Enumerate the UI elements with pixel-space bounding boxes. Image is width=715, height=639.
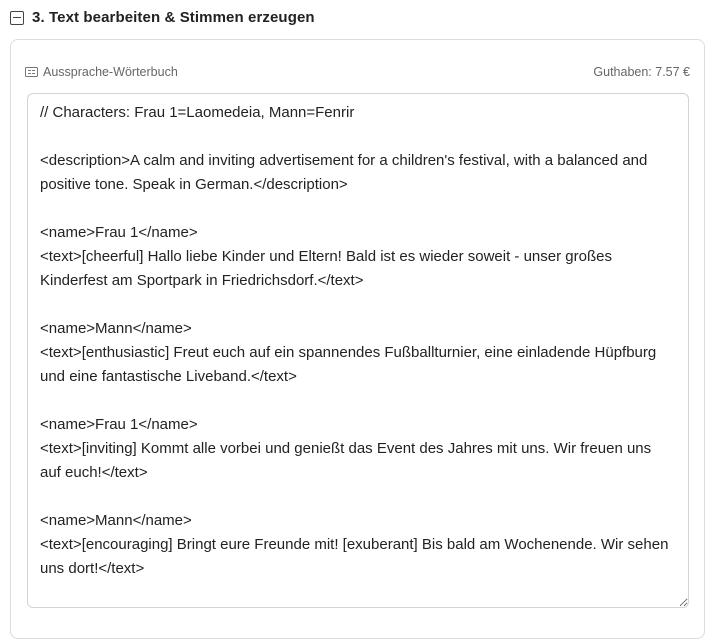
- script-textarea[interactable]: [27, 93, 689, 608]
- pronunciation-dictionary-button[interactable]: [25, 65, 178, 79]
- pronunciation-dictionary-label: Aussprache-Wörterbuch: [43, 65, 178, 79]
- minus-square-icon[interactable]: [10, 11, 24, 25]
- balance-text: Guthaben: 7.57 €: [593, 65, 690, 79]
- editor-toolbar: [25, 62, 690, 82]
- section-title: 3. Text bearbeiten & Stimmen erzeugen: [32, 9, 315, 26]
- id-card-icon: [25, 67, 38, 77]
- section-header[interactable]: [10, 9, 315, 26]
